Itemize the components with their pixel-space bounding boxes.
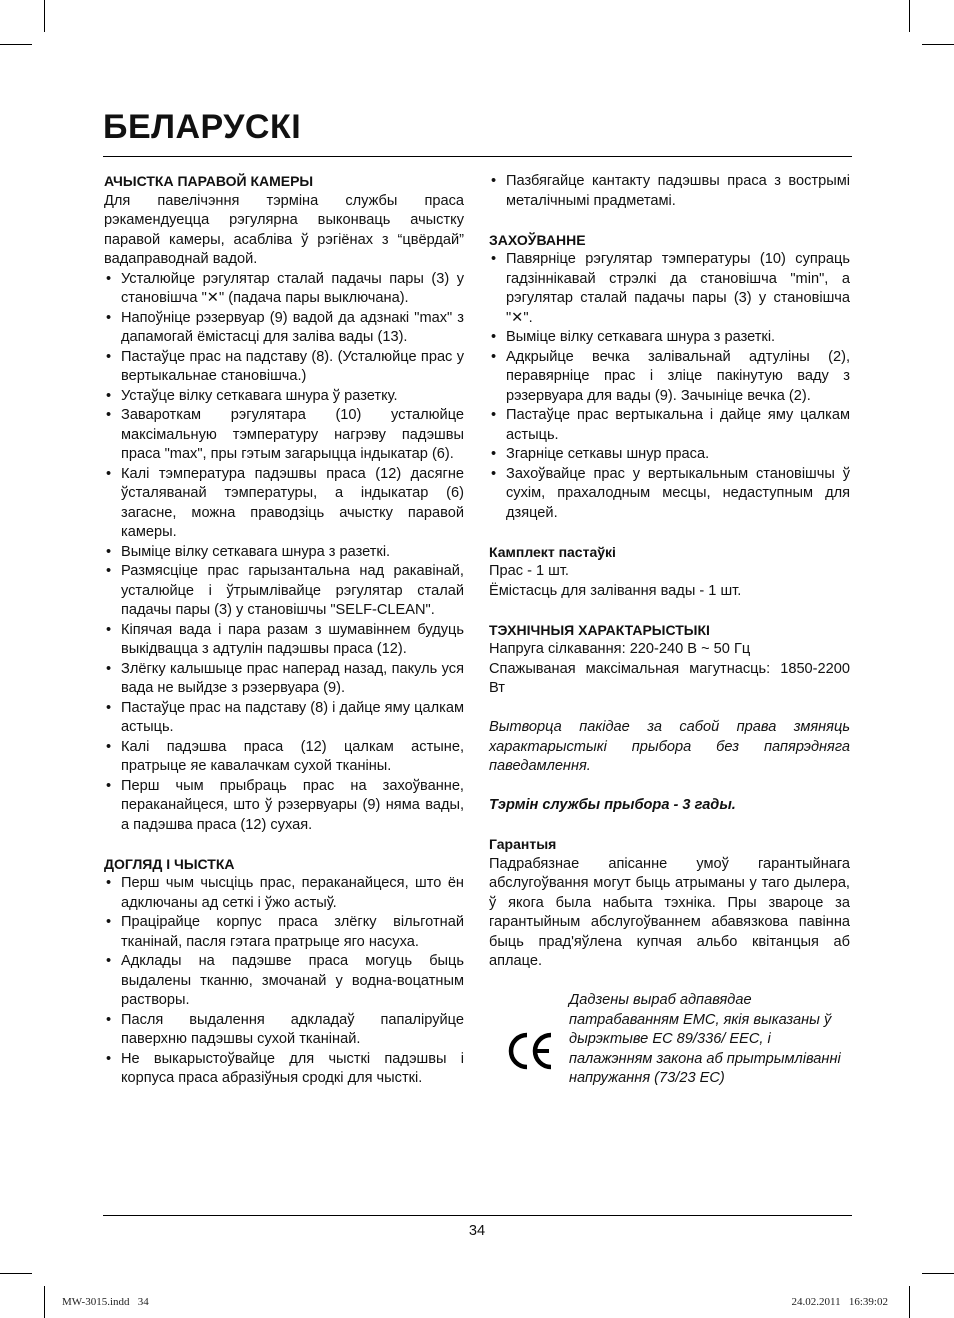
- disclaimer: Вытворца пакідае за сабой права змяняць характарыстыкі прыбора без папярэдняга паведамлення.: [489, 719, 850, 774]
- list-item: • Калі тэмпература падэшвы праса (12) дасягне ўсталяванай тэмпературы, а індыкатар (6) загасне, можна праводзіць ачыстку паравой камеры.: [106, 465, 464, 540]
- list-item: • Кіпячая вада і пара разам з шумавіннем будуць выкідвацца з адтулін падэшвы праса (12).: [106, 621, 464, 657]
- warranty-text: Падрабязнае апісанне умоў гарантыйнага абслугоўвання могут быць атрыманы у таго дылера, ў якога была набыта тэхніка. Пры звароце за гарантыйным абслугоўваннем абавязкова павінна быць прад'яўлена купчая альбо квітанцыя аб аплаце.: [489, 855, 850, 969]
- crop-mark: [44, 0, 45, 32]
- list-item: • Пастаўце прас вертыкальна і дайце яму цалкам астыць.: [491, 407, 850, 443]
- list-item: • Адкрыйце вечка залівальнай адтуліны (2), перавярніце прас і зліце пакінутую ваду з рэзервуара для вады (9). Зачыніце вечка (2).: [491, 348, 850, 404]
- crop-mark: [909, 1286, 910, 1318]
- care-list-continued: [489, 172, 850, 211]
- ce-mark-icon: [505, 1031, 555, 1071]
- crop-mark: [909, 0, 910, 32]
- section-heading-storage: ЗАХОЎВАННЕ: [489, 231, 586, 248]
- list-item: • Напоўніце рэзервуар (9) вадой да адзнакі "max" з дапамогай ёмістасці для заліва вады (13).: [106, 309, 464, 345]
- section-heading-cleaning: АЧЫСТКА ПАРАВОЙ КАМЕРЫ: [104, 173, 314, 189]
- spec-line: Спажываная максімальная магутнасць: 1850-2200 Вт: [489, 660, 850, 696]
- ce-compliance-text: Дадзены выраб адпавядае патрабаванням ЕМС, якія выказаны ў дырэктыве ЕС 89/336/ ЕЕС, і палажэнням закона аб прытрымліванні напружання (73/23 ЕС): [569, 992, 841, 1086]
- list-item: • Пастаўце прас на падставу (8). (Усталюйце прас у вертыкальнае становішча.): [106, 348, 464, 384]
- list-item: • Пастаўце прас на падставу (8) і дайце яму цалкам астыць.: [106, 699, 464, 735]
- left-column: [104, 172, 464, 1089]
- list-item: • Пасля выдалення адкладаў папаліруйце паверхню падэшвы сухой тканінай.: [106, 1011, 464, 1047]
- section-heading-warranty: Гарантыя: [489, 836, 557, 852]
- slug-timestamp: 24.02.2011 16:39:02: [791, 1296, 888, 1308]
- list-item: • Перш чым чысціць прас, пераканайцеся, што ён адключаны ад сеткі і ўжо астыў.: [106, 875, 464, 911]
- title-rule: [103, 156, 852, 157]
- list-item: • Устаўце вілку сеткавага шнура ў разетку.: [106, 387, 398, 404]
- section-heading-care: ДОГЛЯД І ЧЫСТКА: [104, 855, 235, 872]
- list-item: • Захоўвайце прас у вертыкальным становішчы ў сухім, прахалодным месцы, недаступным для дзяцей.: [491, 465, 850, 521]
- list-item: • Злёгку калышыце прас наперад назад, пакуль уся вада не выйдзе з рэзервуара (9).: [106, 660, 464, 696]
- package-line: Ёмістасць для залівання вады - 1 шт.: [489, 582, 742, 599]
- list-item: • Пазбягайце кантакту падэшвы праса з вострымі металічнымі прадметамі.: [491, 173, 850, 209]
- right-column: [489, 172, 850, 1111]
- list-item: • Згарніце сеткавы шнур праса.: [491, 446, 710, 462]
- package-line: Прас - 1 шт.: [489, 563, 569, 579]
- list-item: • Калі падэшва праса (12) цалкам астыне, пратрыце яе кавалачкам сухой тканіны.: [106, 738, 464, 774]
- slug-filename: MW-3015.indd 34: [62, 1296, 149, 1308]
- list-item: • Выміце вілку сеткавага шнура з разеткі.: [106, 543, 391, 560]
- section-heading-package: Камплект пастаўкі: [489, 543, 616, 560]
- list-item: • Усталюйце рэгулятар сталай падачы пары (3) у становішча "✕" (падача пары выключана).: [106, 270, 464, 306]
- footer-rule: [103, 1215, 852, 1216]
- ce-block: [489, 991, 850, 1111]
- list-item: • Размясціце прас гарызантальна над ракавінай, усталюйце і ўтрымлівайце рэгулятар сталай падачы пары (3) у становішчы "SELF-CLEAN".: [106, 563, 464, 618]
- storage-list: [489, 250, 850, 523]
- cleaning-intro: Для павелічэння тэрміна службы праса рэкамендуецца рэгулярна выконваць ачыстку паравой камеры, асабліва ў рэгіёнах з “цвёрдай” вадаправоднай вадой.: [104, 192, 464, 267]
- crop-mark: [44, 1286, 45, 1318]
- list-item: • Павярніце рэгулятар тэмпературы (10) супраць гадзіннікавай стрэлкі да становішча "min", а рэгулятар сталай падачы пары (3) у становішча "✕".: [491, 251, 850, 326]
- service-life: Тэрмін службы прыбора - 3 гады.: [489, 797, 736, 813]
- list-item: • Завароткам рэгулятара (10) усталюйце максімальную тэмпературу нагрэву падэшвы праса "max", пры гэтым загарыцца індыкатар (6).: [106, 407, 464, 462]
- list-item: • Не выкарыстоўвайце для чысткі падэшвы і корпуса праса абразіўныя сродкі для чысткі.: [106, 1050, 464, 1086]
- list-item: • Працірайце корпус праса злёгку вільготнай тканінай, пасля гэтага пратрыце яго насуха.: [106, 914, 464, 950]
- list-item: • Выміце вілку сеткавага шнура з разеткі.: [491, 329, 776, 345]
- cleaning-list: [104, 270, 464, 836]
- crop-mark: [922, 44, 954, 45]
- list-item: • Перш чым прыбраць прас на захоўванне, пераканайцеся, што ў рэзервуары (9) няма вады, а падэшва праса (12) сухая.: [106, 777, 464, 833]
- list-item: • Адклады на падэшве праса могуць быць выдалены тканню, змочанай у водна-воцатным растворы.: [106, 953, 464, 1008]
- section-heading-specs: ТЭХНІЧНЫЯ ХАРАКТАРЫСТЫКІ: [489, 621, 710, 638]
- page-title: БЕЛАРУСКІ: [103, 108, 302, 146]
- page-number: 34: [468, 1223, 486, 1239]
- crop-mark: [0, 44, 32, 45]
- care-list: [104, 874, 464, 1089]
- spec-line: Напруга сілкавання: 220-240 В ~ 50 Гц: [489, 641, 751, 657]
- crop-mark: [0, 1273, 32, 1274]
- crop-mark: [922, 1273, 954, 1274]
